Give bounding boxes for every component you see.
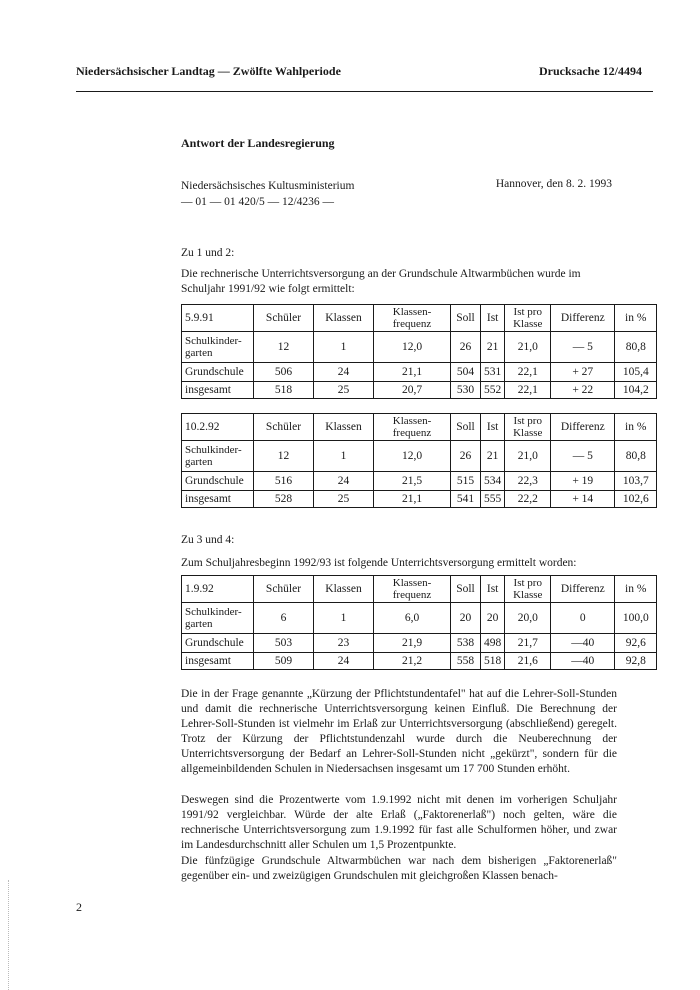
table-cell: — 5 [551, 332, 615, 363]
table-1991-09 [181, 304, 657, 399]
header-cell: 5.9.91 [182, 305, 254, 332]
table-cell: 21,9 [374, 634, 451, 653]
table-cell: 515 [451, 472, 481, 491]
document-title: Antwort der Landesregierung [181, 136, 335, 150]
header-cell: Ist pro Klasse [505, 576, 551, 603]
header-cell: Klassen-frequenz [374, 414, 451, 441]
table-cell: 12,0 [374, 332, 451, 363]
section-intro-2: Zum Schuljahresbeginn 1992/93 ist folgende Unterrichtsversorgung ermittelt worden: [181, 557, 577, 569]
header-cell: Schüler [254, 576, 314, 603]
table-cell: + 19 [551, 472, 615, 491]
header-cell: Klassen-frequenz [374, 576, 451, 603]
table-cell: 518 [481, 653, 505, 670]
table-cell: 24 [314, 653, 374, 670]
table-cell: 103,7 [615, 472, 657, 491]
table-row [182, 382, 657, 399]
table-row [182, 634, 657, 653]
place-date: Hannover, den 8. 2. 1993 [495, 178, 612, 190]
table-cell: 21,1 [374, 363, 451, 382]
table-cell: 22,2 [505, 491, 551, 508]
table-cell: 22,1 [505, 382, 551, 399]
row-label: Schulkinder-garten [182, 603, 254, 634]
table-cell: 558 [451, 653, 481, 670]
row-label: Grundschule [182, 472, 254, 491]
ministry-name: Niedersächsisches Kultusministerium [181, 180, 355, 192]
scan-margin-mark [8, 880, 9, 990]
table-cell: + 27 [551, 363, 615, 382]
table-cell: 105,4 [615, 363, 657, 382]
table-cell: 506 [254, 363, 314, 382]
table-row [182, 603, 657, 634]
header-rule [76, 91, 653, 92]
table-cell: 1 [314, 603, 374, 634]
header-cell: Ist pro Klasse [505, 305, 551, 332]
table-cell: 25 [314, 491, 374, 508]
table-cell: 80,8 [615, 441, 657, 472]
table-row [182, 653, 657, 670]
table-cell: 21,1 [374, 491, 451, 508]
table-cell: 555 [481, 491, 505, 508]
table-cell: 104,2 [615, 382, 657, 399]
table-row [182, 491, 657, 508]
table-cell: 25 [314, 382, 374, 399]
header-cell: Ist [481, 576, 505, 603]
table-cell: 503 [254, 634, 314, 653]
table-cell: 509 [254, 653, 314, 670]
row-label: Schulkinder-garten [182, 441, 254, 472]
row-label: insgesamt [182, 653, 254, 670]
header-cell: Klassen [314, 305, 374, 332]
table-cell: 1 [314, 332, 374, 363]
table-cell: 22,1 [505, 363, 551, 382]
table-cell: 6 [254, 603, 314, 634]
header-cell: 1.9.92 [182, 576, 254, 603]
paragraph-1: Die in der Frage genannte „Kürzung der Pflichtstundentafel" hat auf die Lehrer-Soll-Stunden und damit die rechnerische Unterrichtsversorgung keinen Einfluß. Die Berechnung der Lehrer-Soll-Stunden ist vielmehr im Erlaß zur Unterrichtsversorgung (abschließend) geregelt. Trotz der Kürzung der Pflichtstundenzahl wurde durch die Neuberechnung der Unterrichtsversorgung der Bedarf an Lehrer-Soll-Stunden nicht „gekürzt", sondern für die allgemeinbildenden Schulen in Niedersachsen insgesamt um 17 700 Stunden erhöht. [181, 688, 617, 775]
table-cell: 518 [254, 382, 314, 399]
table-cell: 22,3 [505, 472, 551, 491]
table-cell: 12,0 [374, 441, 451, 472]
table-header-row [182, 576, 657, 603]
table-cell: — 5 [551, 441, 615, 472]
table-cell: 21,5 [374, 472, 451, 491]
header-cell: Schüler [254, 414, 314, 441]
table-cell: 20,7 [374, 382, 451, 399]
header-cell: Differenz [551, 305, 615, 332]
table-cell: —40 [551, 634, 615, 653]
header-cell: Schüler [254, 305, 314, 332]
table-row [182, 332, 657, 363]
header-cell: Klassen [314, 414, 374, 441]
table-cell: 23 [314, 634, 374, 653]
header-left: Niedersächsischer Landtag — Zwölfte Wahlperiode [76, 64, 341, 78]
table-cell: 92,8 [615, 653, 657, 670]
table-cell: 504 [451, 363, 481, 382]
header-cell: Ist [481, 305, 505, 332]
table-cell: 26 [451, 441, 481, 472]
table-1992-09 [181, 575, 657, 670]
table-cell: 21 [481, 441, 505, 472]
row-label: insgesamt [182, 491, 254, 508]
section-heading-1: Zu 1 und 2: [181, 247, 235, 259]
table-cell: 534 [481, 472, 505, 491]
table-cell: 100,0 [615, 603, 657, 634]
table-cell: 498 [481, 634, 505, 653]
table-row [182, 472, 657, 491]
table-cell: + 14 [551, 491, 615, 508]
table-row [182, 441, 657, 472]
header-cell: Ist [481, 414, 505, 441]
ministry-block [181, 178, 354, 210]
header-cell: Klassen [314, 576, 374, 603]
row-label: insgesamt [182, 382, 254, 399]
table-cell: 552 [481, 382, 505, 399]
header-cell: in % [615, 414, 657, 441]
header-cell: 10.2.92 [182, 414, 254, 441]
table-header-row [182, 414, 657, 441]
table-cell: 530 [451, 382, 481, 399]
table-cell: 21,0 [505, 332, 551, 363]
header-cell: in % [615, 305, 657, 332]
table-header-row [182, 305, 657, 332]
table-cell: 538 [451, 634, 481, 653]
header-cell: Differenz [551, 414, 615, 441]
table-cell: 0 [551, 603, 615, 634]
table-cell: 21,6 [505, 653, 551, 670]
table-cell: 21 [481, 332, 505, 363]
table-cell: 531 [481, 363, 505, 382]
document-number: Drucksache 12/4494 [539, 64, 642, 78]
header-cell: Soll [451, 414, 481, 441]
table-cell: 80,8 [615, 332, 657, 363]
row-label: Grundschule [182, 363, 254, 382]
table-cell: 20 [451, 603, 481, 634]
paragraph-3: Die fünfzügige Grundschule Altwarmbüchen war nach dem bisherigen „Faktorenerlaß" gegenüber ein- und zweizügigen Grundschulen mit gleichgroßen Klassen benach- [181, 855, 617, 882]
table-cell: 541 [451, 491, 481, 508]
table-cell: 21,2 [374, 653, 451, 670]
section-heading-2: Zu 3 und 4: [181, 534, 235, 546]
header-cell: Soll [451, 576, 481, 603]
table-row [182, 363, 657, 382]
table-1992-02 [181, 413, 657, 508]
table-cell: 24 [314, 472, 374, 491]
table-cell: 516 [254, 472, 314, 491]
table-cell: 24 [314, 363, 374, 382]
table-cell: 6,0 [374, 603, 451, 634]
row-label: Grundschule [182, 634, 254, 653]
section-intro-1: Die rechnerische Unterrichtsversorgung an der Grundschule Altwarmbüchen wurde im Schuljahr 1991/92 wie folgt ermittelt: [181, 268, 581, 295]
table-cell: 528 [254, 491, 314, 508]
table-cell: 92,6 [615, 634, 657, 653]
header-cell: in % [615, 576, 657, 603]
header-cell: Klassen-frequenz [374, 305, 451, 332]
header-cell: Differenz [551, 576, 615, 603]
page-number: 2 [76, 900, 82, 914]
table-cell: 20 [481, 603, 505, 634]
table-cell: 1 [314, 441, 374, 472]
paragraph-2: Deswegen sind die Prozentwerte vom 1.9.1992 nicht mit denen im vorherigen Schuljahr 1991/92 vergleichbar. Würde der alte Erlaß („Faktorenerlaß") noch gelten, wäre die rechnerische Unterrichtsversorgung zum 1.9.1992 für fast alle Schulformen höher, und zwar im Landesdurchschnitt aller Schulen um 1,5 Prozentpunkte. [181, 794, 617, 851]
row-label: Schulkinder-garten [182, 332, 254, 363]
ministry-reference: — 01 — 01 420/5 — 12/4236 — [181, 196, 335, 208]
header-cell: Soll [451, 305, 481, 332]
table-cell: 102,6 [615, 491, 657, 508]
table-cell: 12 [254, 332, 314, 363]
table-cell: 12 [254, 441, 314, 472]
table-cell: 21,0 [505, 441, 551, 472]
table-cell: + 22 [551, 382, 615, 399]
table-cell: 26 [451, 332, 481, 363]
table-cell: 21,7 [505, 634, 551, 653]
header-cell: Ist pro Klasse [505, 414, 551, 441]
table-cell: —40 [551, 653, 615, 670]
table-cell: 20,0 [505, 603, 551, 634]
